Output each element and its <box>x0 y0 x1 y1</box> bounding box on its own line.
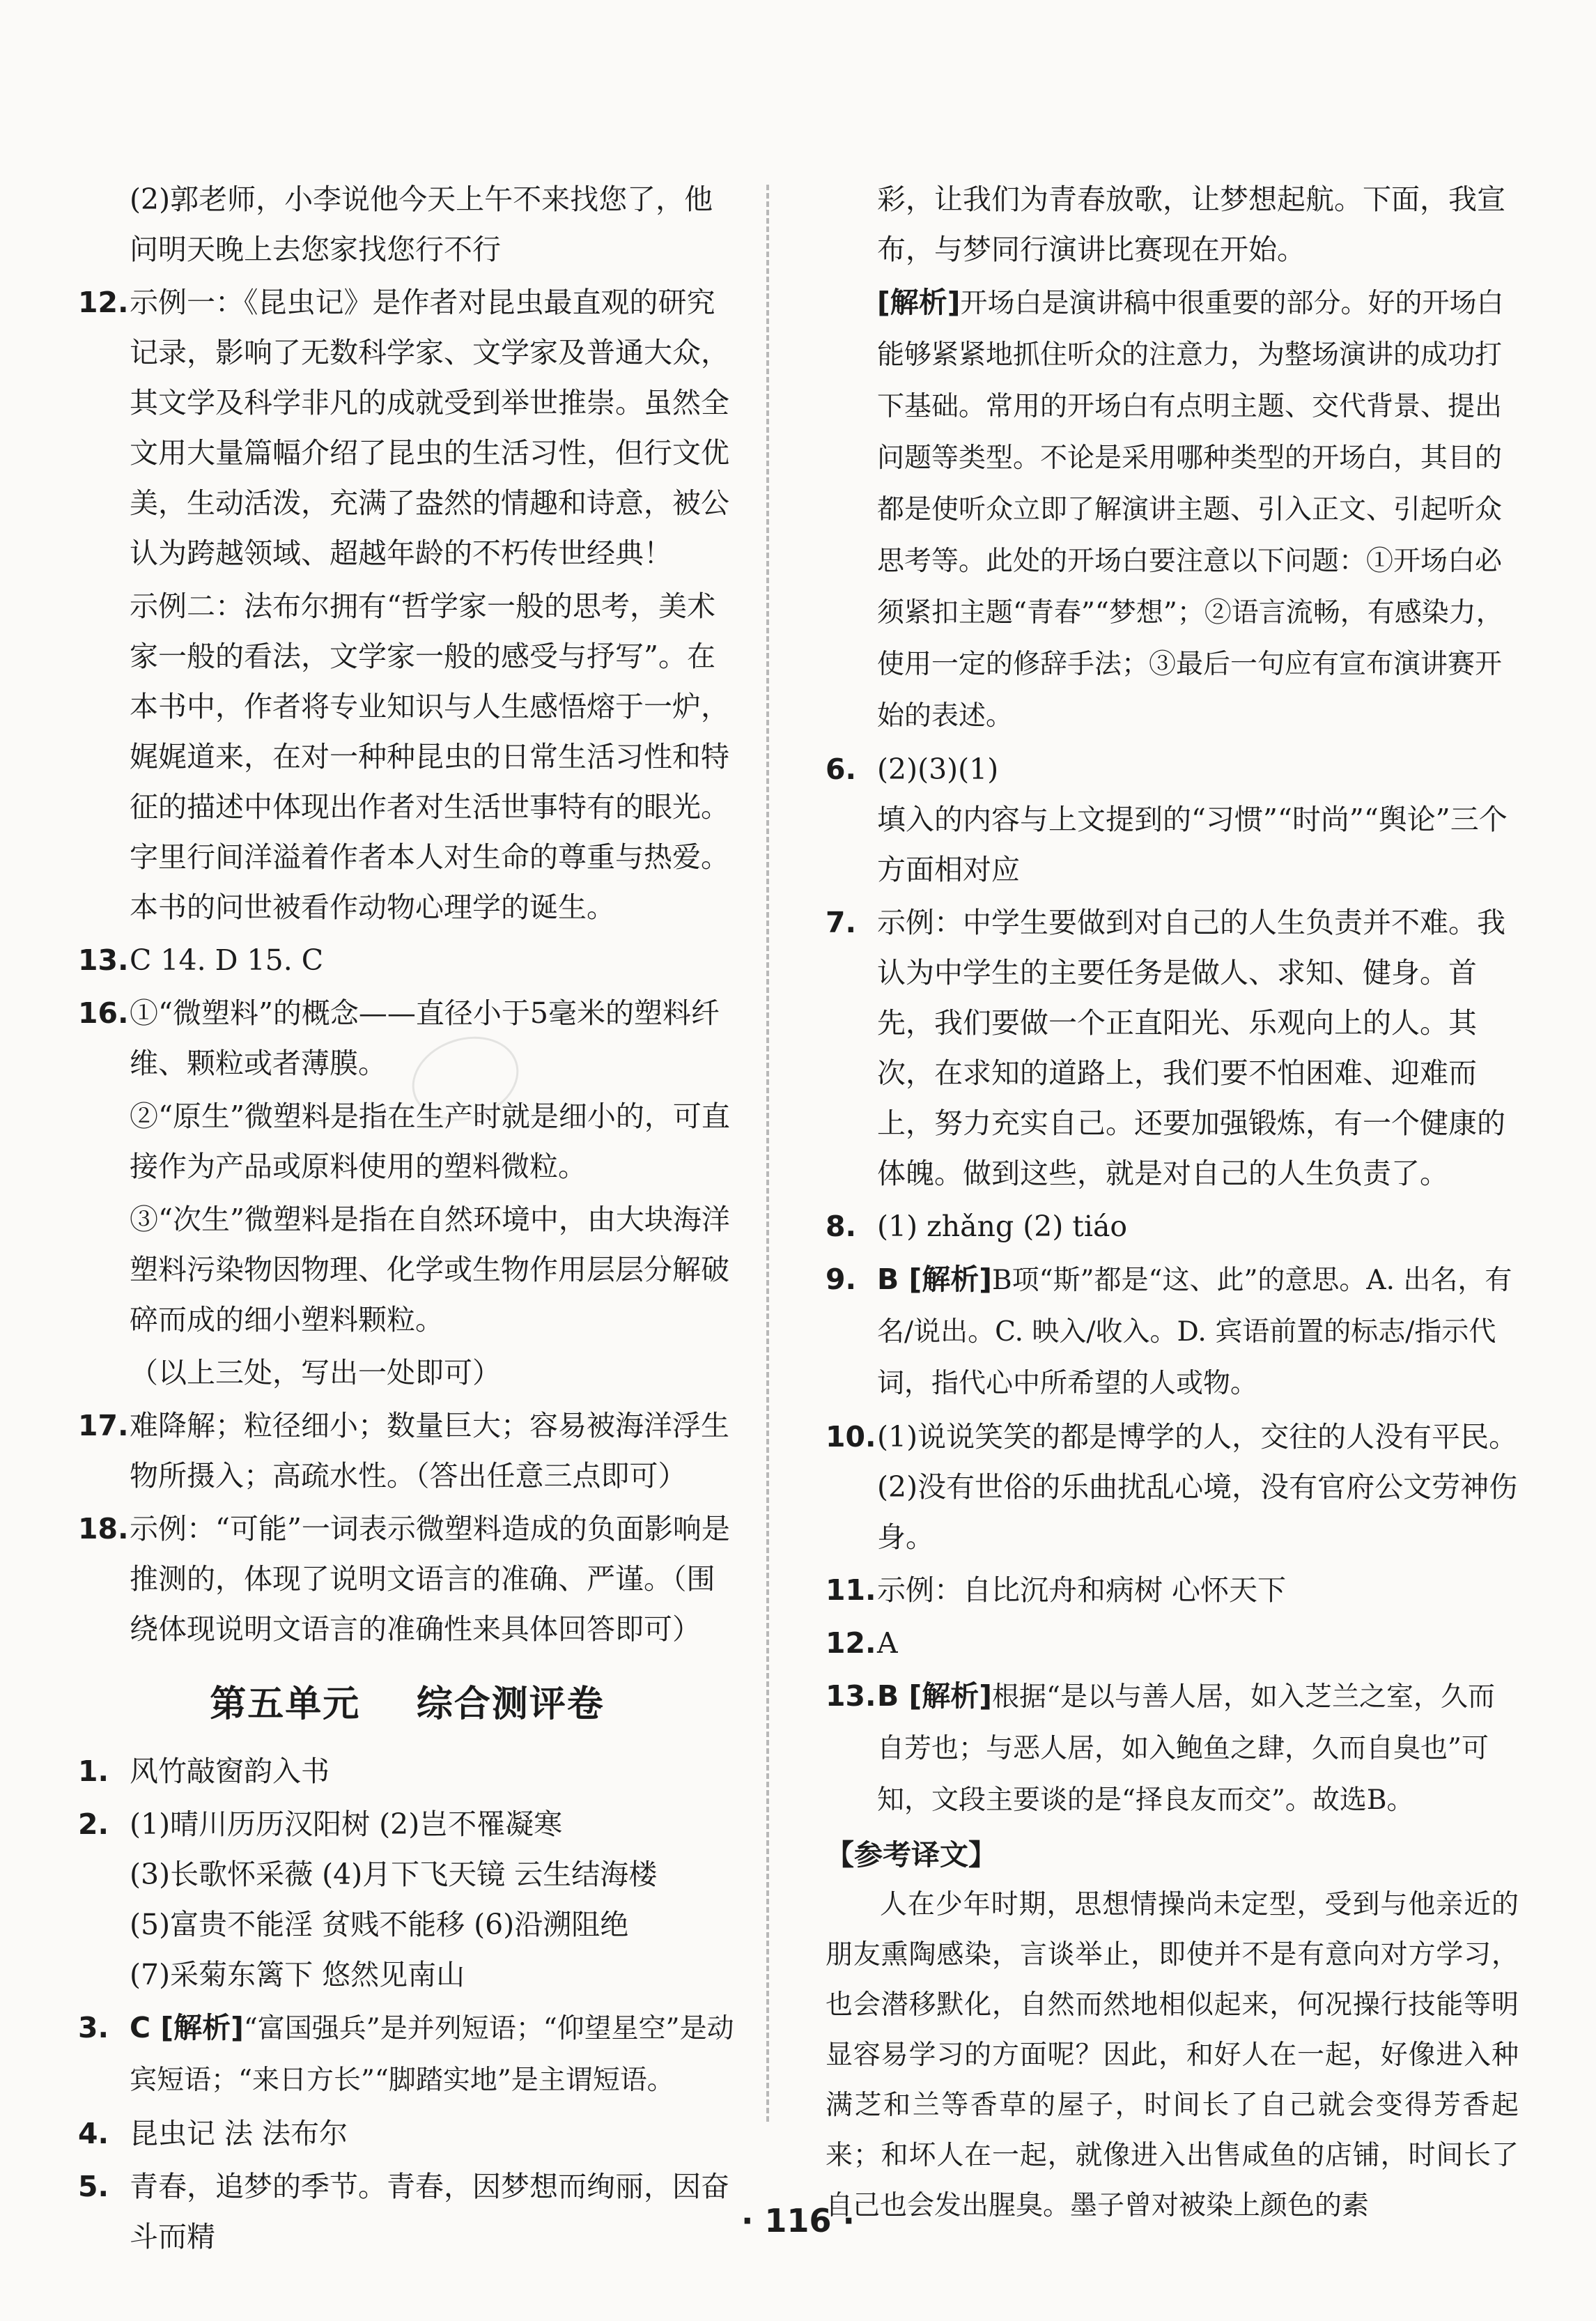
answer-item <box>826 1671 1519 1826</box>
right-column <box>826 174 1519 2231</box>
item-number: 13. <box>78 943 129 977</box>
analysis-tag: C [解析] <box>130 2011 244 2044</box>
item-number: 17. <box>78 1409 129 1442</box>
answer-item <box>78 1091 736 1192</box>
item-text: ①“微塑料”的概念——直径小于5毫米的塑料纤维、颗粒或者薄膜。 <box>130 996 720 1080</box>
answer-item <box>78 1194 736 1345</box>
analysis-tag: [解析] <box>877 286 961 319</box>
item-text: 示例：自比沉舟和病树 心怀天下 <box>877 1573 1287 1607</box>
item-number: 3. <box>78 2011 109 2044</box>
item-text: 难降解；粒径细小；数量巨大；容易被海洋浮生物所摄入；高疏水性。（答出任意三点即可） <box>130 1409 729 1493</box>
item-number: 18. <box>78 1512 129 1545</box>
answer-item <box>78 1899 736 1950</box>
item-text: ②“原生”微塑料是指在生产时就是细小的，可直接作为产品或原料使用的塑料微粒。 <box>130 1100 730 1183</box>
answer-item <box>78 1799 736 1849</box>
item-text: 根据“是以与善人居，如入芝兰之室，久而自芳也；与恶人居，如入鲍鱼之肆，久而自臭也”可知，文段主要谈的是“择良友而交”。故选B。 <box>877 1681 1495 1816</box>
item-text: 示例二：法布尔拥有“哲学家一般的思考，美术家一般的看法，文学家一般的感受与抒写”。在本书中，作者将专业知识与人生感悟熔于一炉，娓娓道来，在对一种种昆虫的日常生活习性和特征的描述中体现出作者对生活世事特有的眼光。字里行间洋溢着作者本人对生命的尊重与热爱。本书的问世被看作动物心理学的诞生。 <box>130 589 729 924</box>
item-text: B项“斯”都是“这、此”的意思。A. 出名，有名/说出。C. 映入/收入。D. 宾语前置的标志/指示代词，指代心中所希望的人或物。 <box>877 1265 1512 1399</box>
answer-item <box>826 1254 1519 1409</box>
item-number: 12. <box>78 286 129 319</box>
answer-item <box>826 1412 1519 1462</box>
reference-translation-text: 人在少年时期，思想情操尚未定型，受到与他亲近的朋友熏陶感染，言谈举止，即使并不是有意向对方学习，也会潜移默化，自然而然地相似起来，何况操行技能等明显容易学习的方面呢？因此，和好人在一起，好像进入种满芝和兰等香草的屋子，时间长了自己就会变得芳香起来；和坏人在一起，就像进入出售咸鱼的店铺，时间长了自己也会发出腥臭。墨子曾对被染上颜色的素 <box>826 1889 1519 2221</box>
item-number: 12. <box>826 1626 876 1660</box>
answer-item <box>78 1348 736 1398</box>
answer-item <box>78 1504 736 1654</box>
item-text: (5)富贵不能淫 贫贱不能移 (6)沿溯阻绝 <box>130 1908 629 1941</box>
answer-item <box>826 1201 1519 1251</box>
answer-item <box>78 935 736 985</box>
item-text: 示例：中学生要做到对自己的人生负责并不难。我认为中学生的主要任务是做人、求知、健身。首先，我们要做一个正直阳光、乐观向上的人。其次，在求知的道路上，我们要不怕困难、迎难而上，努力充实自己。还要加强锻炼，有一个健康的体魄。做到这些，就是对自己的人生负责了。 <box>877 906 1505 1190</box>
item-number: 2. <box>78 1807 109 1841</box>
item-text: 示例：“可能”一词表示微塑料造成的负面影响是推测的，体现了说明文语言的准确、严谨。（围绕体现说明文语言的准确性来具体回答即可） <box>130 1512 730 1646</box>
item-text: (2)没有世俗的乐曲扰乱心境，没有官府公文劳神伤身。 <box>877 1470 1518 1554</box>
item-text: ③“次生”微塑料是指在自然环境中，由大块海洋塑料污染物因物理、化学或生物作用层层分解破碎而成的细小塑料颗粒。 <box>130 1203 730 1336</box>
item-text: C 14. D 15. C <box>130 943 324 977</box>
item-text: (2)(3)(1) <box>877 753 999 786</box>
answer-item <box>78 1950 736 2000</box>
item-text: 彩，让我们为青春放歌，让梦想起航。下面，我宣布，与梦同行演讲比赛现在开始。 <box>877 183 1505 266</box>
item-number: 13. <box>826 1679 876 1713</box>
answer-item <box>826 174 1519 275</box>
answer-item <box>78 277 736 578</box>
answer-item <box>826 794 1519 895</box>
item-text: 填入的内容与上文提到的“习惯”“时尚”“舆论”三个方面相对应 <box>877 803 1508 886</box>
item-number: 8. <box>826 1210 857 1243</box>
answer-item <box>78 1746 736 1796</box>
answer-item <box>826 897 1519 1198</box>
answer-item <box>826 1618 1519 1668</box>
item-text: (3)长歌怀采薇 (4)月下飞天镜 云生结海楼 <box>130 1858 658 1891</box>
heading-main: 第五单元 <box>210 1683 361 1725</box>
answer-item <box>826 744 1519 794</box>
answer-item <box>78 174 736 275</box>
analysis-tag: B [解析] <box>877 1679 993 1713</box>
answer-item <box>78 1401 736 1501</box>
item-text: (1)说说笑笑的都是博学的人，交往的人没有平民。 <box>877 1420 1518 1453</box>
item-text: 昆虫记 法 法布尔 <box>130 2117 348 2150</box>
item-number: 11. <box>826 1573 876 1607</box>
unit-heading <box>78 1678 736 1731</box>
item-text: （以上三处，写出一处即可） <box>130 1356 501 1389</box>
answer-item <box>78 988 736 1088</box>
item-number: 16. <box>78 996 129 1030</box>
item-number: 5. <box>78 2170 109 2203</box>
item-text: 开场白是演讲稿中很重要的部分。好的开场白能够紧紧地抓住听众的注意力，为整场演讲的成功打下基础。常用的开场白有点明主题、交代背景、提出问题等类型。不论是采用哪种类型的开场白，其目的都是使听众立即了解演讲主题、引入正文、引起听众思考等。此处的开场白要注意以下问题：①开场白必须紧扣主题“青春”“梦想”；②语言流畅，有感染力，使用一定的修辞手法；③最后一句应有宣布演讲赛开始的表述。 <box>877 288 1504 732</box>
answer-item <box>78 1849 736 1899</box>
heading-sub: 综合测评卷 <box>416 1683 605 1725</box>
page-number: · 116 · <box>741 2202 855 2239</box>
item-text: 青春，追梦的季节。青春，因梦想而绚丽，因奋斗而精 <box>130 2170 729 2253</box>
item-text: A <box>877 1626 898 1660</box>
item-number: 6. <box>826 753 857 786</box>
answer-item <box>78 2003 736 2106</box>
item-number: 9. <box>826 1263 857 1296</box>
analysis-tag: B [解析] <box>877 1263 993 1296</box>
item-number: 4. <box>78 2117 109 2150</box>
item-text: 风竹敲窗韵入书 <box>130 1755 330 1788</box>
item-number: 10. <box>826 1420 876 1453</box>
left-column <box>78 174 736 2262</box>
column-divider <box>766 185 769 2122</box>
item-text: (1) zhǎng (2) tiáo <box>877 1210 1128 1243</box>
item-text: (2)郭老师，小李说他今天上午不来找您了，他问明天晚上去您家找您行不行 <box>130 183 713 266</box>
answer-item <box>826 1462 1519 1562</box>
answer-item <box>78 2108 736 2159</box>
item-text: (1)晴川历历汉阳树 (2)岂不罹凝寒 <box>130 1807 563 1841</box>
item-text: (7)采菊东篱下 悠然见南山 <box>130 1958 465 1991</box>
item-number: 1. <box>78 1755 109 1788</box>
item-number: 7. <box>826 906 857 939</box>
reference-translation-heading: 【参考译文】 <box>826 1838 997 1872</box>
answer-item <box>826 277 1519 741</box>
answer-item <box>78 581 736 932</box>
item-text: 示例一：《昆虫记》是作者对昆虫最直观的研究记录，影响了无数科学家、文学家及普通大众，其文学及科学非凡的成就受到举世推崇。虽然全文用大量篇幅介绍了昆虫的生活习性，但行文优美，生动活泼，充满了盎然的情趣和诗意，被公认为跨越领域、超越年龄的不朽传世经典！ <box>130 286 729 570</box>
item-text: “富国强兵”是并列短语；“仰望星空”是动宾短语；“来日方长”“脚踏实地”是主谓短语。 <box>130 2013 734 2096</box>
answer-item <box>826 1565 1519 1615</box>
